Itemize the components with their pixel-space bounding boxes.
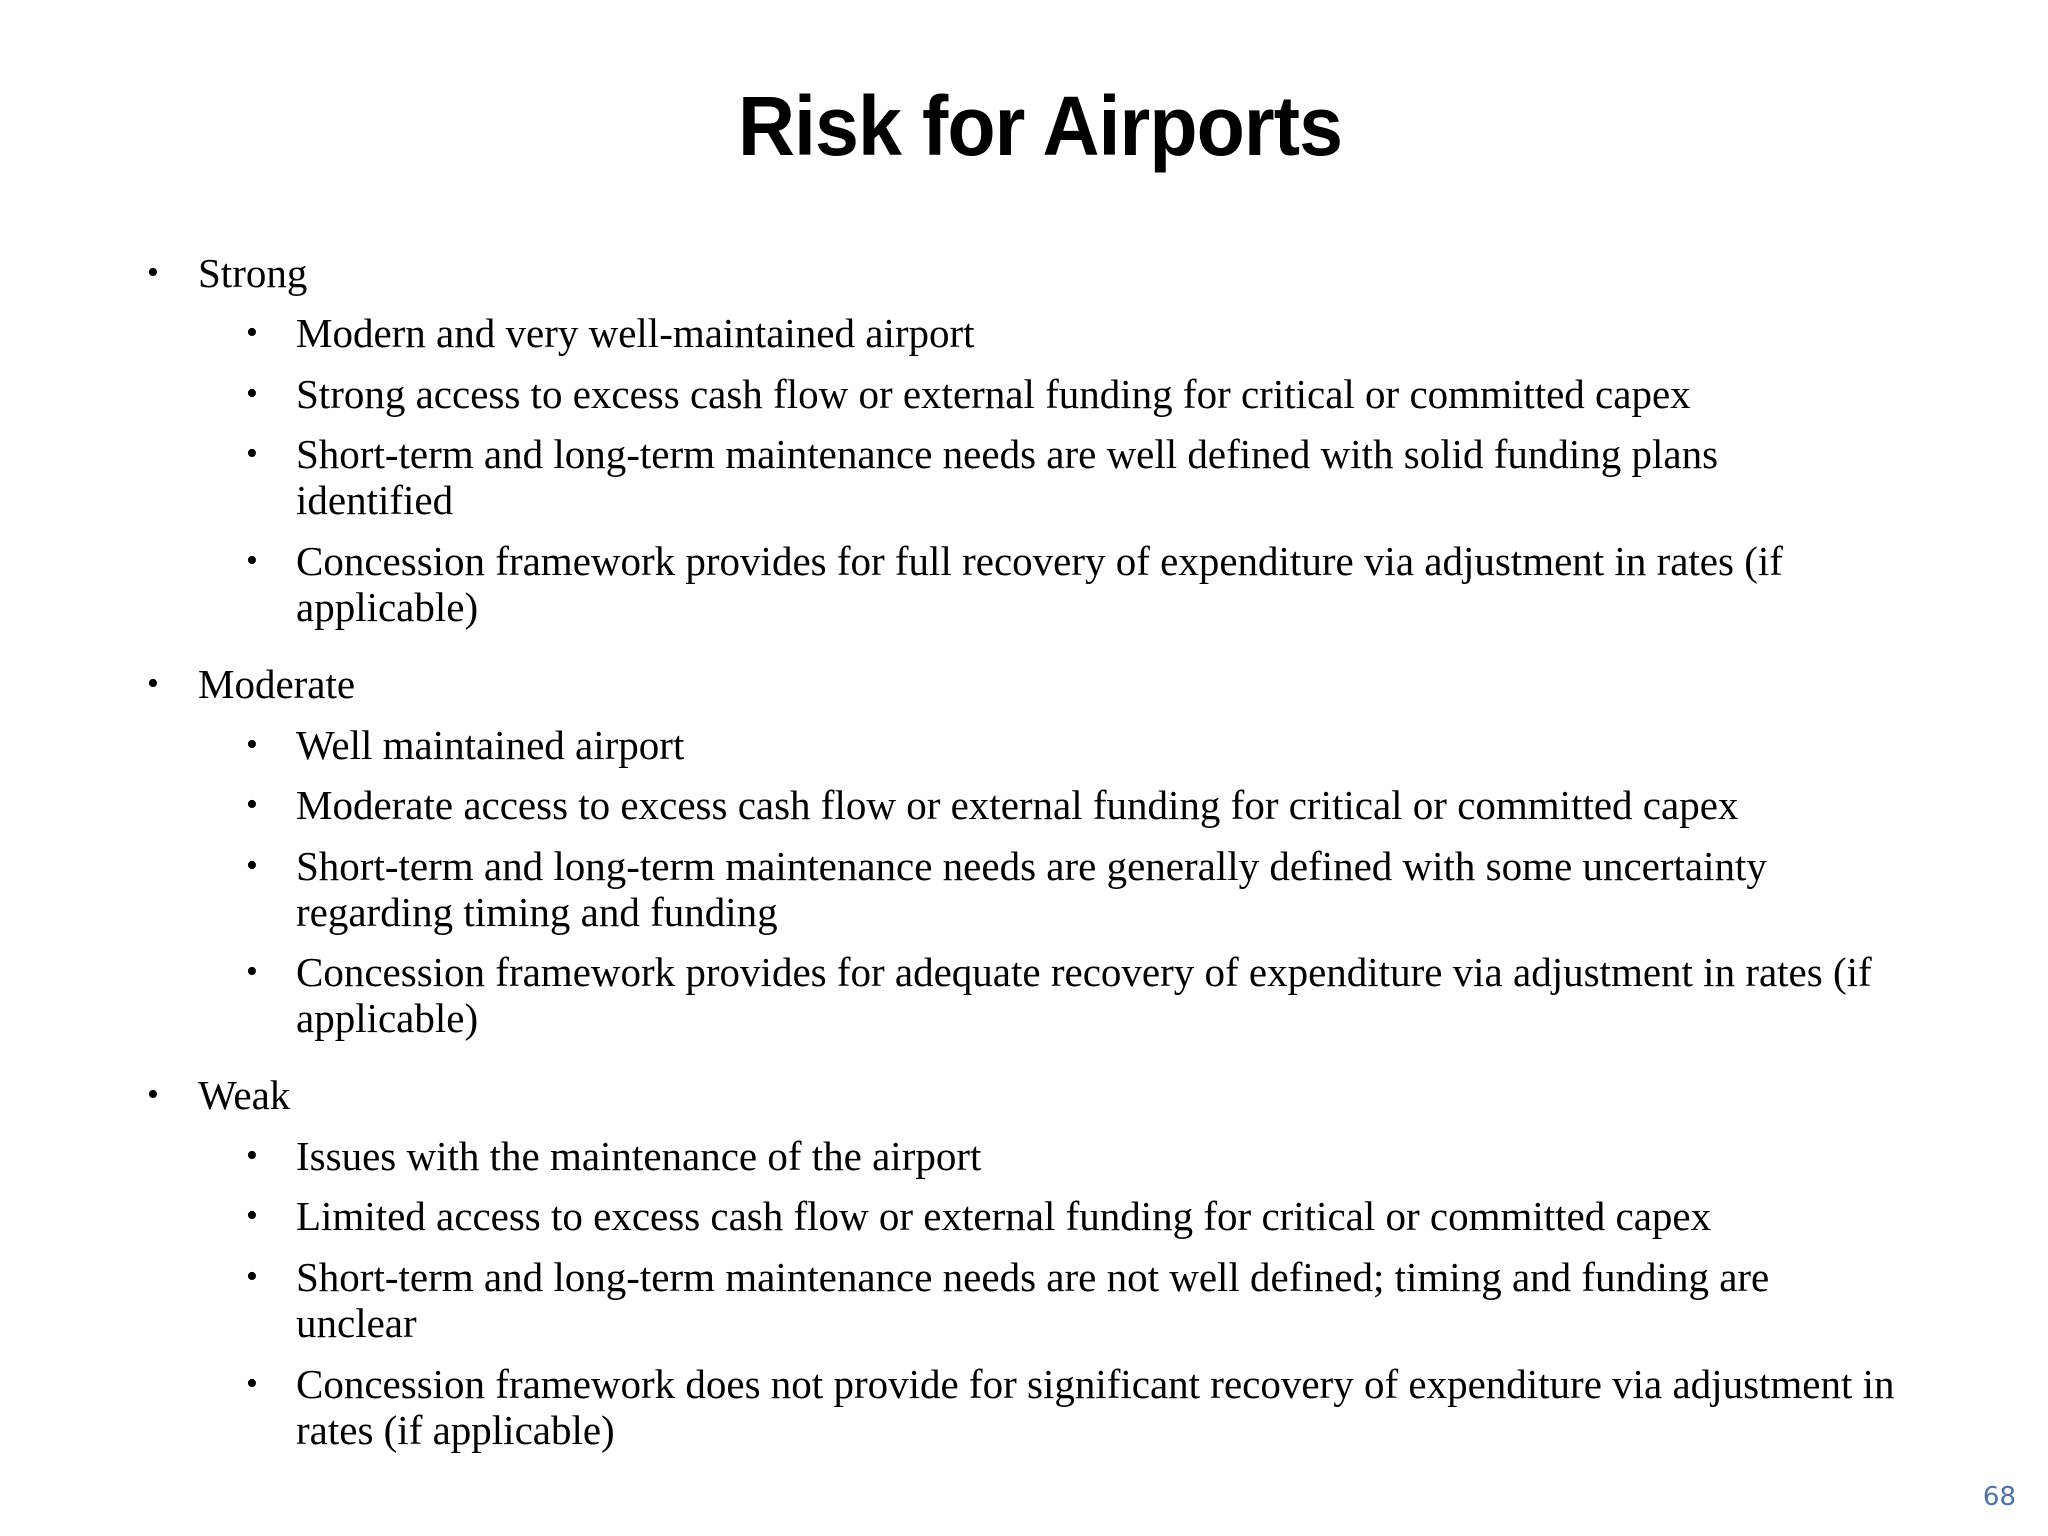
section-label-moderate: Moderate	[198, 661, 356, 707]
bullet-icon: •	[246, 726, 258, 763]
list-item: Short-term and long-term maintenance needs are well defined with solid funding plans identified	[296, 431, 1719, 523]
bullet-icon: •	[246, 1258, 258, 1295]
bullet-icon: •	[246, 1197, 258, 1234]
bullet-icon: •	[147, 1076, 159, 1113]
section-label-weak: Weak	[198, 1072, 291, 1118]
bullet-icon: •	[246, 375, 258, 412]
list-item: Concession framework does not provide for significant recovery of expenditure via adjustment in rates (if applicable)	[296, 1361, 1895, 1453]
bullet-icon: •	[246, 542, 258, 579]
slide-title: Risk for Airports	[737, 79, 1343, 173]
bullet-icon: •	[246, 1365, 258, 1402]
bullet-icon: •	[246, 953, 258, 990]
list-item: Moderate access to excess cash flow or external funding for critical or committed capex	[296, 782, 1739, 828]
list-item: Well maintained airport	[296, 722, 685, 768]
bullet-icon: •	[246, 314, 258, 351]
list-item: Strong access to excess cash flow or external funding for critical or committed capex	[296, 371, 1691, 417]
bullet-icon: •	[246, 847, 258, 884]
bullet-icon: •	[246, 786, 258, 823]
list-item: Modern and very well-maintained airport	[296, 310, 975, 356]
bullet-icon: •	[147, 254, 159, 291]
section-label-strong: Strong	[198, 250, 308, 296]
list-item: Short-term and long-term maintenance needs are not well defined; timing and funding are unclear	[296, 1254, 1770, 1346]
list-item: Short-term and long-term maintenance needs are generally defined with some uncertainty regarding timing and funding	[296, 843, 1767, 935]
list-item: Issues with the maintenance of the airport	[296, 1133, 982, 1179]
bullet-icon: •	[246, 1137, 258, 1174]
list-item: Concession framework provides for adequate recovery of expenditure via adjustment in rates (if applicable)	[296, 949, 1872, 1041]
list-item: Concession framework provides for full recovery of expenditure via adjustment in rates (if applicable)	[296, 538, 1783, 630]
bullet-icon: •	[246, 435, 258, 472]
bullet-icon: •	[147, 665, 159, 702]
page-number: 68	[1982, 1482, 2016, 1512]
list-item: Limited access to excess cash flow or external funding for critical or committed capex	[296, 1193, 1712, 1239]
